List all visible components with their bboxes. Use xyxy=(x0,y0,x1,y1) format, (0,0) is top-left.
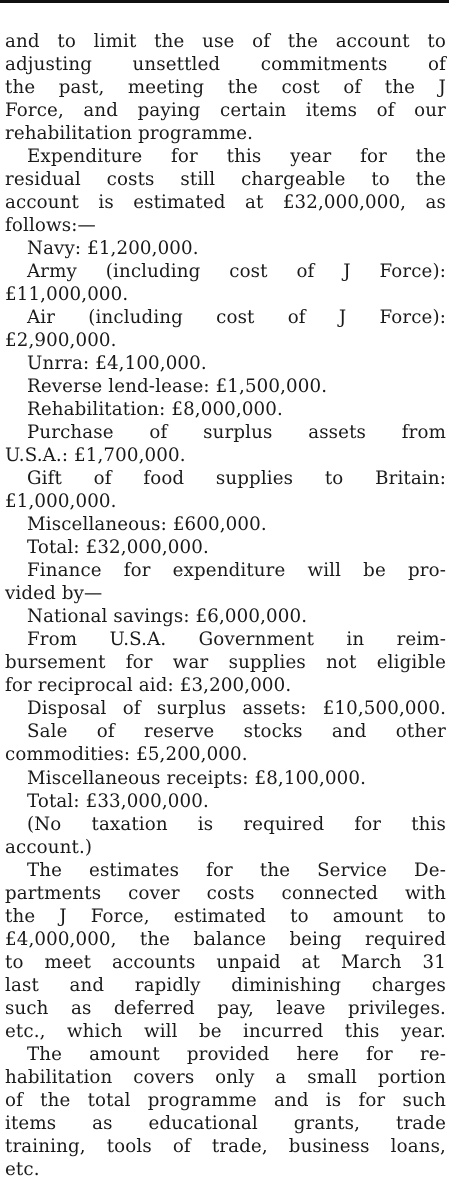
text-line: Navy: £1,200,000. xyxy=(27,238,199,260)
text-line: £1,000,000. xyxy=(5,491,117,513)
text-line: Force, and paying certain items of our xyxy=(5,100,446,122)
text-line: Reverse lend-lease: £1,500,000. xyxy=(27,376,328,398)
text-line: account.) xyxy=(5,836,93,858)
text-line: habilitation covers only a small portion xyxy=(5,1066,446,1088)
text-line: residual costs still chargeable to the xyxy=(5,169,446,191)
text-line: bursement for war supplies not eligible xyxy=(5,652,446,674)
article-column xyxy=(5,30,446,1181)
text-line: partments cover costs connected with xyxy=(5,882,446,904)
text-line: Finance for expenditure will be pro- xyxy=(27,560,446,582)
text-line: £4,000,000, the balance being required xyxy=(5,928,446,950)
text-line: Expenditure for this year for the xyxy=(27,146,446,168)
text-line: Air (including cost of J Force): xyxy=(27,307,446,329)
text-line: commodities: £5,200,000. xyxy=(5,744,248,766)
text-line: last and rapidly diminishing charges xyxy=(5,974,446,996)
text-line: etc. xyxy=(5,1158,40,1180)
text-line: From U.S.A. Government in reim- xyxy=(27,629,446,651)
text-line: rehabilitation programme. xyxy=(5,123,254,145)
text-line: Purchase of surplus assets from xyxy=(27,422,446,444)
text-line: Sale of reserve stocks and other xyxy=(27,721,446,743)
text-line: Rehabilitation: £8,000,000. xyxy=(27,399,283,421)
text-line: Gift of food supplies to Britain: xyxy=(27,468,446,490)
text-line: Miscellaneous: £600,000. xyxy=(27,514,267,536)
text-line: vided by— xyxy=(5,583,103,605)
text-line: The amount provided here for re- xyxy=(27,1043,446,1065)
text-line: training, tools of trade, business loans, xyxy=(5,1135,446,1157)
text-line: the J Force, estimated to amount to xyxy=(5,905,446,927)
text-line: Total: £32,000,000. xyxy=(27,537,209,559)
text-line: items as educational grants, trade xyxy=(5,1112,446,1134)
text-line: £2,900,000. xyxy=(5,330,117,352)
text-line: Disposal of surplus assets: £10,500,000. xyxy=(27,698,446,720)
text-line: The estimates for the Service De- xyxy=(27,859,446,881)
text-line: etc., which will be incurred this year. xyxy=(5,1020,446,1042)
text-line: adjusting unsettled commitments of xyxy=(5,54,446,76)
text-line: follows:— xyxy=(5,215,96,237)
text-line: Total: £33,000,000. xyxy=(27,790,209,812)
text-line: Miscellaneous receipts: £8,100,000. xyxy=(27,767,367,789)
text-line: for reciprocal aid: £3,200,000. xyxy=(5,675,292,697)
column-top-rule xyxy=(0,0,449,3)
text-line: account is estimated at £32,000,000, as xyxy=(5,192,446,214)
text-line: the past, meeting the cost of the J xyxy=(5,77,446,99)
text-line: £11,000,000. xyxy=(5,284,129,306)
text-line: (No taxation is required for this xyxy=(27,813,446,835)
text-line: to meet accounts unpaid at March 31 xyxy=(5,951,446,973)
text-line: and to limit the use of the account to xyxy=(5,31,446,52)
text-line: of the total programme and is for such xyxy=(5,1089,446,1111)
text-line: such as deferred pay, leave privileges. xyxy=(5,997,446,1019)
text-line: National savings: £6,000,000. xyxy=(27,606,308,628)
text-line: Unrra: £4,100,000. xyxy=(27,353,207,375)
text-line: Army (including cost of J Force): xyxy=(27,261,446,283)
text-line: U.S.A.: £1,700,000. xyxy=(5,445,186,467)
